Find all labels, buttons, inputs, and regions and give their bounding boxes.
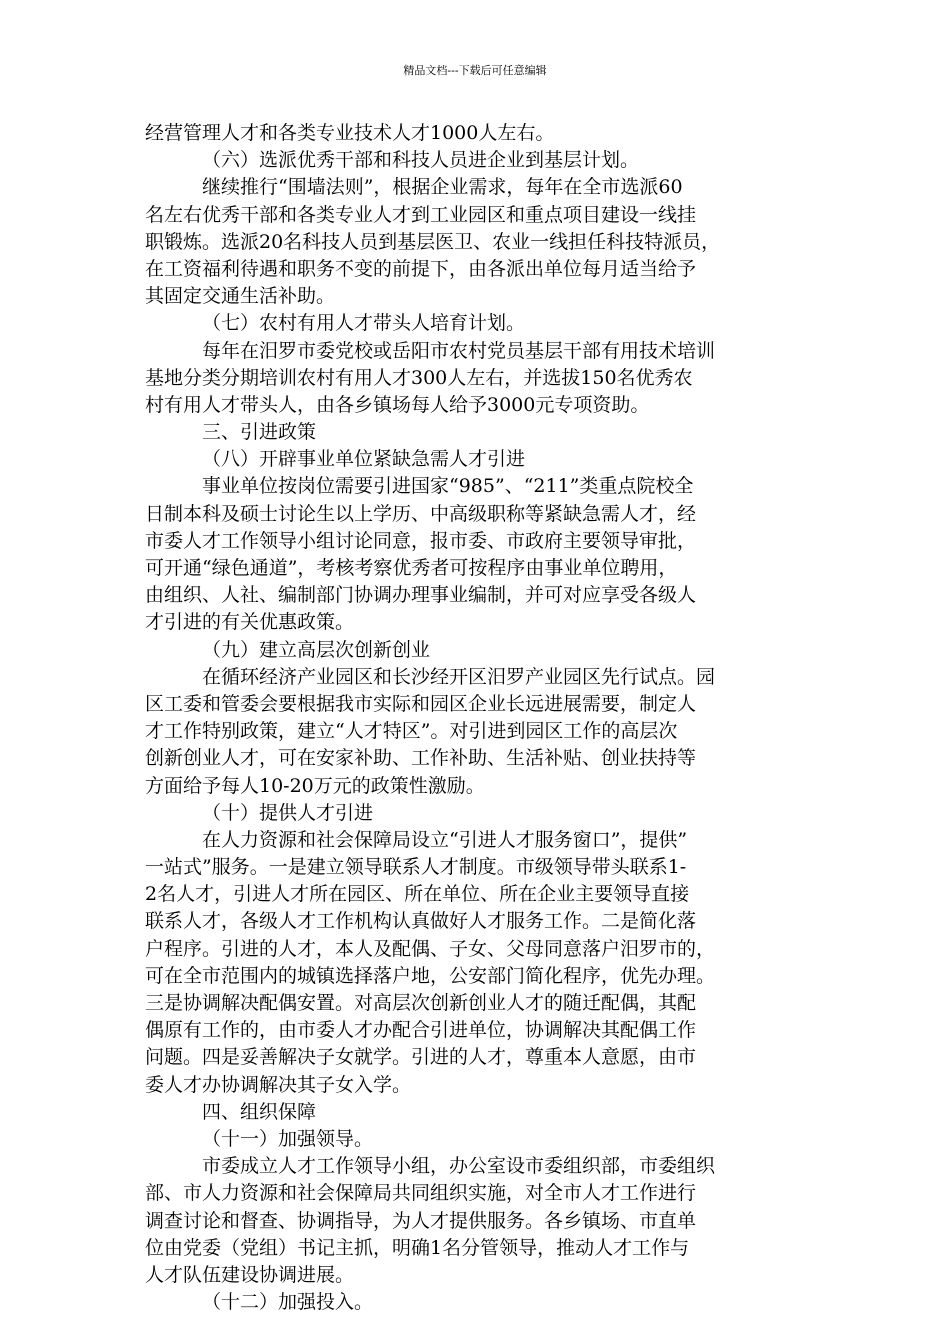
text-line: 基地分类分期培训农村有用人才300人左右，并选拔150名优秀农	[145, 366, 693, 389]
page-header: 精品文档---下载后可任意编辑	[403, 64, 547, 77]
text-line: 经营管理人才和各类专业技术人才1000人左右。	[145, 122, 555, 144]
text-line: 2名人才，引进人才所在园区、所在单位、所在企业主要领导直接	[145, 883, 690, 906]
text-line: 区工委和管委会要根据我市实际和园区企业长远进展需要，制定人	[145, 692, 697, 715]
text-line: 三、引进政策	[202, 421, 317, 444]
text-line: 在人力资源和社会保障局设立“引进人才服务窗口”，提供”	[202, 828, 688, 851]
text-line: 在循环经济产业园区和长沙经开区汨罗产业园区先行试点。园	[202, 665, 716, 688]
text-line: 继续推行“围墙法则”，根据企业需求，每年在全市选派60	[202, 176, 683, 199]
text-line: 才引进的有关优惠政策。	[145, 611, 355, 634]
text-line: （十）提供人才引进	[202, 801, 374, 824]
text-line: （十二）加强投入。	[202, 1291, 374, 1314]
document-body	[145, 120, 815, 1316]
text-line: （十一）加强领导。	[202, 1127, 374, 1150]
text-line: 调查讨论和督查、协调指导，为人才提供服务。各乡镇场、市直单	[145, 1209, 697, 1232]
text-line: 在工资福利待遇和职务不变的前提下，由各派出单位每月适当给予	[145, 257, 697, 280]
text-line: 村有用人才带头人，由各乡镇场每人给予3000元专项资助。	[145, 393, 650, 416]
text-line: 位由党委（党组）书记主抓，明确1名分管领导，推动人才工作与	[145, 1236, 690, 1259]
text-line: 人才队伍建设协调进展。	[145, 1263, 355, 1286]
text-line: 市委人才工作领导小组讨论同意，报市委、市政府主要领导审批，	[145, 529, 697, 552]
text-line: 一站式”服务。一是建立领导联系人才制度。市级领导带头联系1-	[145, 856, 687, 879]
text-line: 创新创业人才，可在安家补助、工作补助、生活补贴、创业扶持等	[145, 747, 697, 770]
text-line: 由组织、人社、编制部门协调办理事业编制，并可对应享受各级人	[145, 584, 697, 607]
text-line: 可在全市范围内的城镇选择落户地，公安部门简化程序，优先办理。	[145, 964, 716, 987]
text-line: 事业单位按岗位需要引进国家“985”、“211”类重点院校全	[202, 475, 694, 498]
text-line: （七）农村有用人才带头人培育计划。	[202, 312, 526, 335]
text-line: 三是协调解决配偶安置。对高层次创新创业人才的随迁配偶，其配	[145, 992, 697, 1014]
text-line: 可开通“绿色通道”，考核考察优秀者可按程序由事业单位聘用，	[145, 557, 678, 579]
text-line: 职锻炼。选派20名科技人员到基层医卫、农业一线担任科技特派员，	[145, 230, 721, 253]
text-line: 委人才办协调解决其子女入学。	[145, 1073, 412, 1096]
text-line: 联系人才，各级人才工作机构认真做好人才服务工作。二是简化落	[145, 910, 697, 933]
text-line: 问题。四是妥善解决子女就学。引进的人才，尊重本人意愿，由市	[145, 1046, 697, 1069]
text-line: （九）建立高层次创新创业	[202, 638, 431, 661]
text-line: 日制本科及硕士讨论生以上学历、中高级职称等紧缺急需人才，经	[145, 502, 697, 525]
text-line: 才工作特别政策，建立“人才特区”。对引进到园区工作的高层次	[145, 720, 678, 743]
text-line: 部、市人力资源和社会保障局共同组织实施，对全市人才工作进行	[145, 1182, 697, 1205]
text-line: 其固定交通生活补助。	[145, 285, 336, 308]
text-line: 偶原有工作的，由市委人才办配合引进单位，协调解决其配偶工作	[145, 1019, 697, 1042]
text-line: 户程序。引进的人才，本人及配偶、子女、父母同意落户汨罗市的，	[145, 937, 716, 960]
text-line: 每年在汨罗市委党校或岳阳市农村党员基层干部有用技术培训	[202, 339, 716, 362]
text-line: 方面给予每人10-20万元的政策性激励。	[145, 774, 485, 797]
text-line: （六）选派优秀干部和科技人员进企业到基层计划。	[202, 149, 640, 172]
text-line: （八）开辟事业单位紧缺急需人才引进	[202, 448, 526, 471]
text-line: 四、组织保障	[202, 1100, 317, 1123]
text-line: 市委成立人才工作领导小组，办公室设市委组织部，市委组织	[202, 1155, 716, 1178]
text-line: 名左右优秀干部和各类专业人才到工业园区和重点项目建设一线挂	[145, 203, 697, 226]
